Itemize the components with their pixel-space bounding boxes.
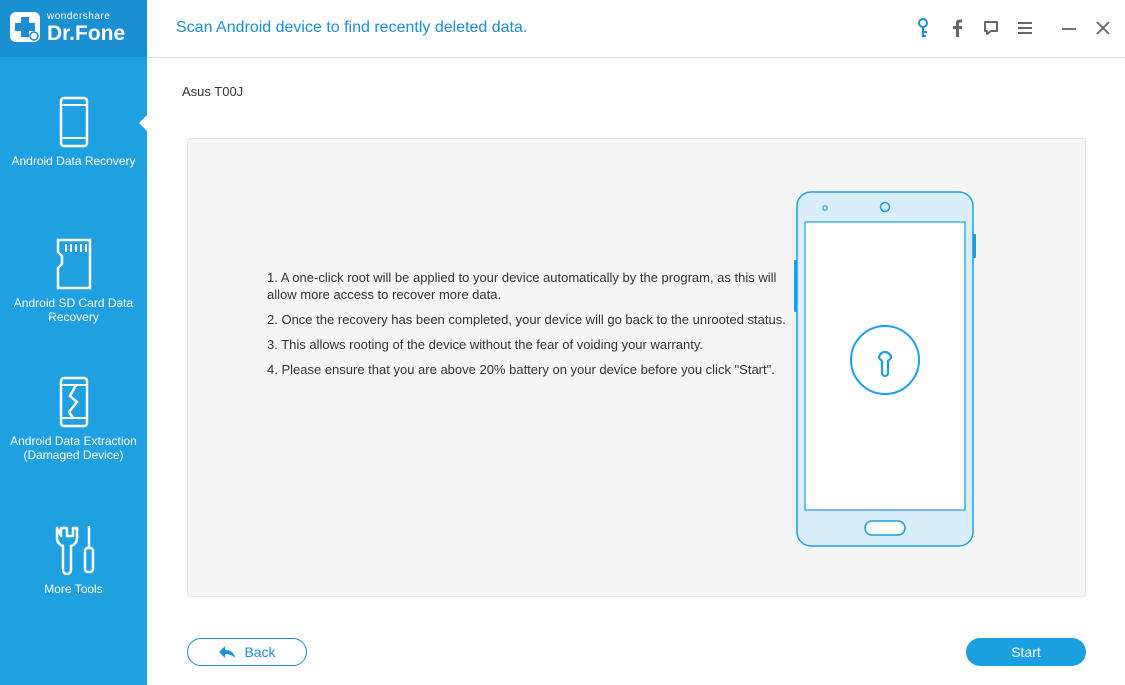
sidebar-item-label: Android Data Extraction (Damaged Device) [10,434,137,462]
device-name: Asus T00J [182,84,244,99]
sidebar-item-label: More Tools [44,582,103,596]
step-item: 1. A one-click root will be applied to your device automatically by the program, as this will allow more access to recover more data. [267,270,777,302]
sidebar-item-label: Android SD Card Data Recovery [13,296,134,324]
tools-icon [51,524,97,576]
sd-card-icon [54,238,94,290]
app-name: Dr.Fone [47,22,126,45]
back-button[interactable] [187,638,307,666]
step-item: 4. Please ensure that you are above 20% battery on your device before you click "Start". [267,362,775,377]
back-button-label: Back [244,644,276,660]
brand-name: wondershare [47,11,111,22]
phone-illustration [794,190,976,548]
sidebar-item-android-data-recovery[interactable] [0,96,147,168]
active-indicator [139,114,148,132]
steps-list [267,269,792,386]
step-item: 2. Once the recovery has been completed, your device will go back to the unrooted status. [267,312,786,327]
sidebar-item-sd-card-recovery[interactable] [0,238,147,324]
title-bar [147,0,1125,58]
step-item: 3. This allows rooting of the device without the fear of voiding your warranty. [267,337,703,352]
sidebar [0,0,147,685]
feedback-icon[interactable] [981,18,1001,38]
page-title: Scan Android device to find recently deleted data. [176,19,528,36]
drfone-logo-icon [10,12,40,42]
back-arrow-icon [218,645,236,659]
menu-icon[interactable] [1015,18,1035,38]
sidebar-item-data-extraction[interactable] [0,376,147,462]
sidebar-item-label: Android Data Recovery [11,154,136,168]
start-button-label: Start [1011,644,1041,660]
minimize-icon[interactable] [1059,18,1079,38]
key-icon[interactable] [913,18,933,38]
start-button[interactable] [966,638,1086,666]
broken-phone-icon [59,376,89,428]
facebook-icon[interactable] [947,18,967,38]
app-logo [0,0,147,57]
sidebar-item-more-tools[interactable] [0,524,147,596]
close-icon[interactable] [1093,18,1113,38]
phone-icon [59,96,89,148]
instructions-panel [187,138,1086,597]
